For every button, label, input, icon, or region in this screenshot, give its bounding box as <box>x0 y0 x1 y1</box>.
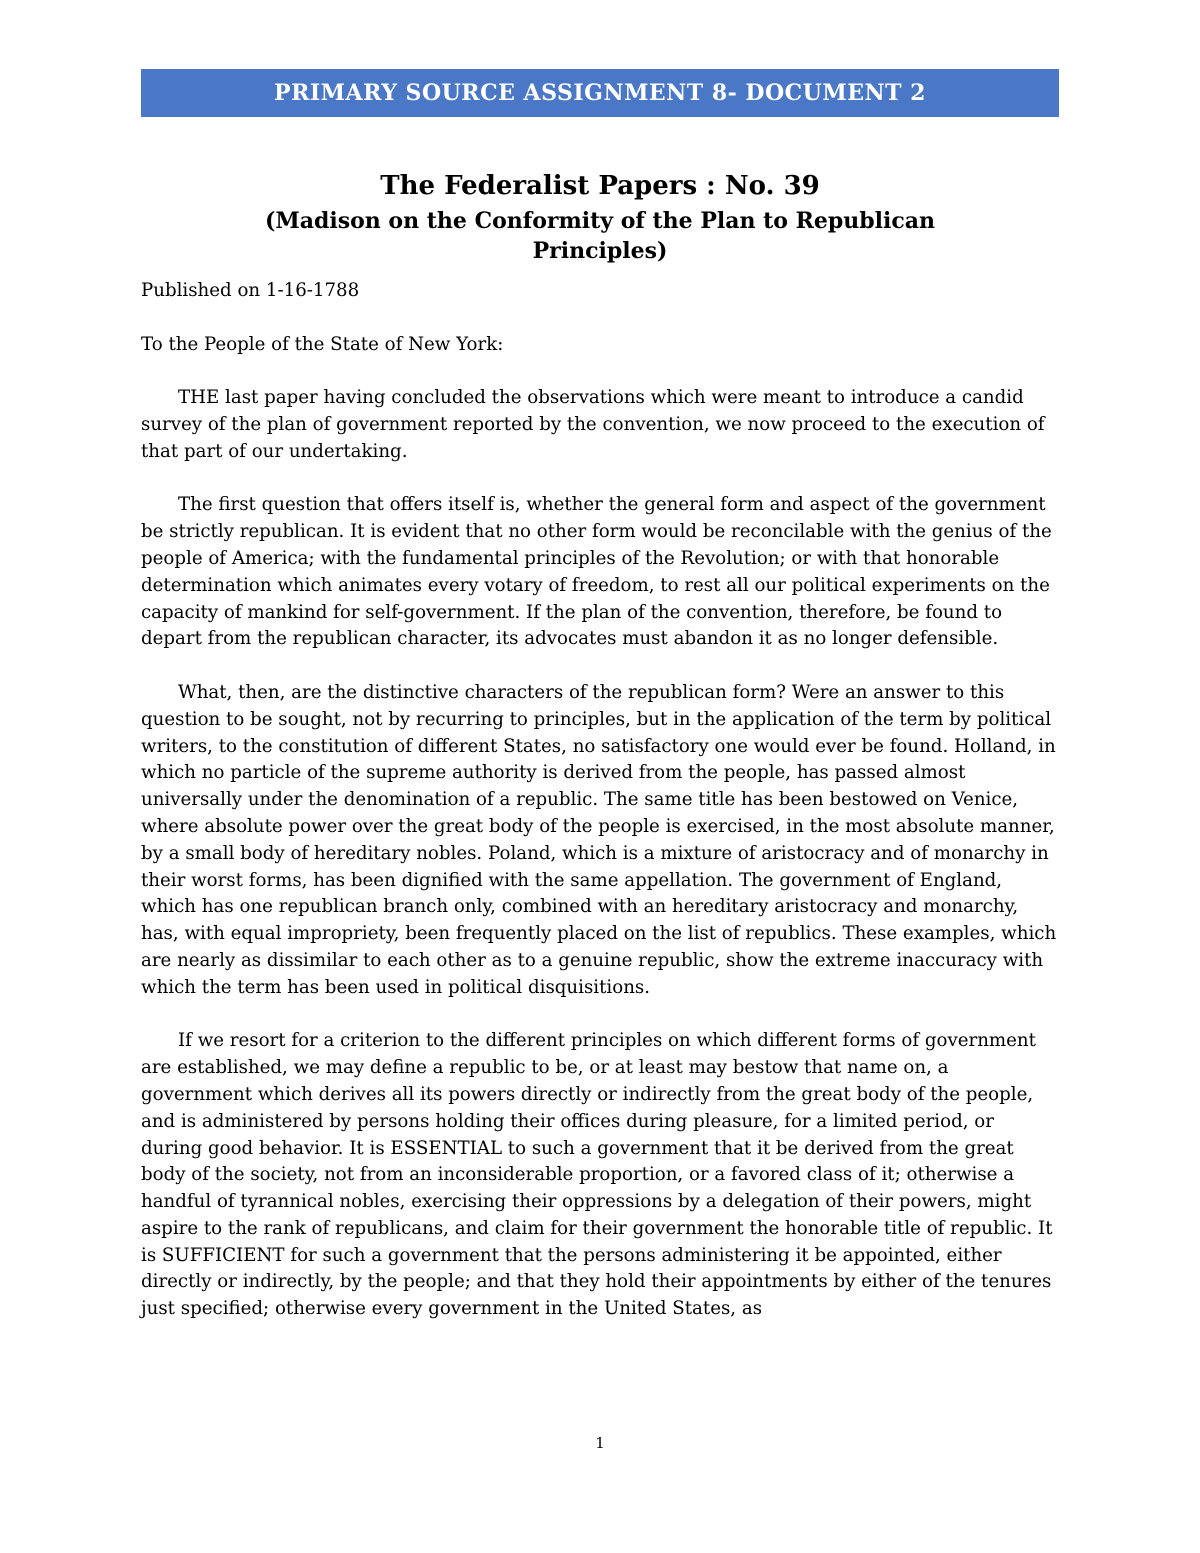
document-title: The Federalist Papers : No. 39 <box>380 171 820 201</box>
paragraph-4: If we resort for a criterion to the different principles on which different forms of government are established, we may define a republic to be, or at least may bestow that name on, a government which derives all its powers directly or indirectly from the great body of the people, and is administered by persons holding their offices during pleasure, for a limited period, or during good behavior. It is ESSENTIAL to such a government that it be derived from the great body of the society, not from an inconsiderable proportion, or a favored class of it; otherwise a handful of tyrannical nobles, exercising their oppressions by a delegation of their powers, might aspire to the rank of republicans, and claim for their government the honorable title of republic. It is SUFFICIENT for such a government that the persons administering it be appointed, either directly or indirectly, by the people; and that they hold their appointments by either of the tenures just specified; otherwise every government in the United States, as <box>141 1030 1053 1320</box>
page-number: 1 <box>595 1434 605 1452</box>
published-date: Published on 1-16-1788 <box>141 280 360 301</box>
paragraph-2: The first question that offers itself is, whether the general form and aspect of the government be strictly republican. It is evident that no other form would be reconcilable with the genius of the people of America; with the fundamental principles of the Revolution; or with that honorable determination which animates every votary of freedom, to rest all our political experiments on the capacity of mankind for self-government. If the plan of the convention, therefore, be found to depart from the republican character, its advocates must abandon it as no longer defensible. <box>141 494 1052 650</box>
salutation: To the People of the State of New York: <box>141 333 504 355</box>
document-body <box>141 278 1059 1350</box>
document-subtitle: (Madison on the Conformity of the Plan to Republican Principles) <box>264 208 936 264</box>
paragraph-3: What, then, are the distinctive characters of the republican form? Were an answer to this question to be sought, not by recurring to principles, but in the application of the term by political writers, to the constitution of different States, no satisfactory one would ever be found. Holland, in which no particle of the supreme authority is derived from the people, has passed almost universally under the denomination of a republic. The same title has been bestowed on Venice, where absolute power over the great body of the people is exercised, in the most absolute manner, by a small body of hereditary nobles. Poland, which is a mixture of aristocracy and of monarchy in their worst forms, has been dignified with the same appellation. The government of England, which has one republican branch only, combined with an hereditary aristocracy and monarchy, has, with equal impropriety, been frequently placed on the list of republics. These examples, which are nearly as dissimilar to each other as to a genuine republic, show the extreme inaccuracy with which the term has been used in political disquisitions. <box>141 681 1057 998</box>
header-title: PRIMARY SOURCE ASSIGNMENT 8- DOCUMENT 2 <box>274 80 926 106</box>
title-block <box>141 168 1059 266</box>
paragraph-1: THE last paper having concluded the observations which were meant to introduce a candid survey of the plan of government reported by the convention, we now proceed to the execution of that part of our undertaking. <box>141 387 1045 462</box>
header-banner <box>141 69 1059 117</box>
